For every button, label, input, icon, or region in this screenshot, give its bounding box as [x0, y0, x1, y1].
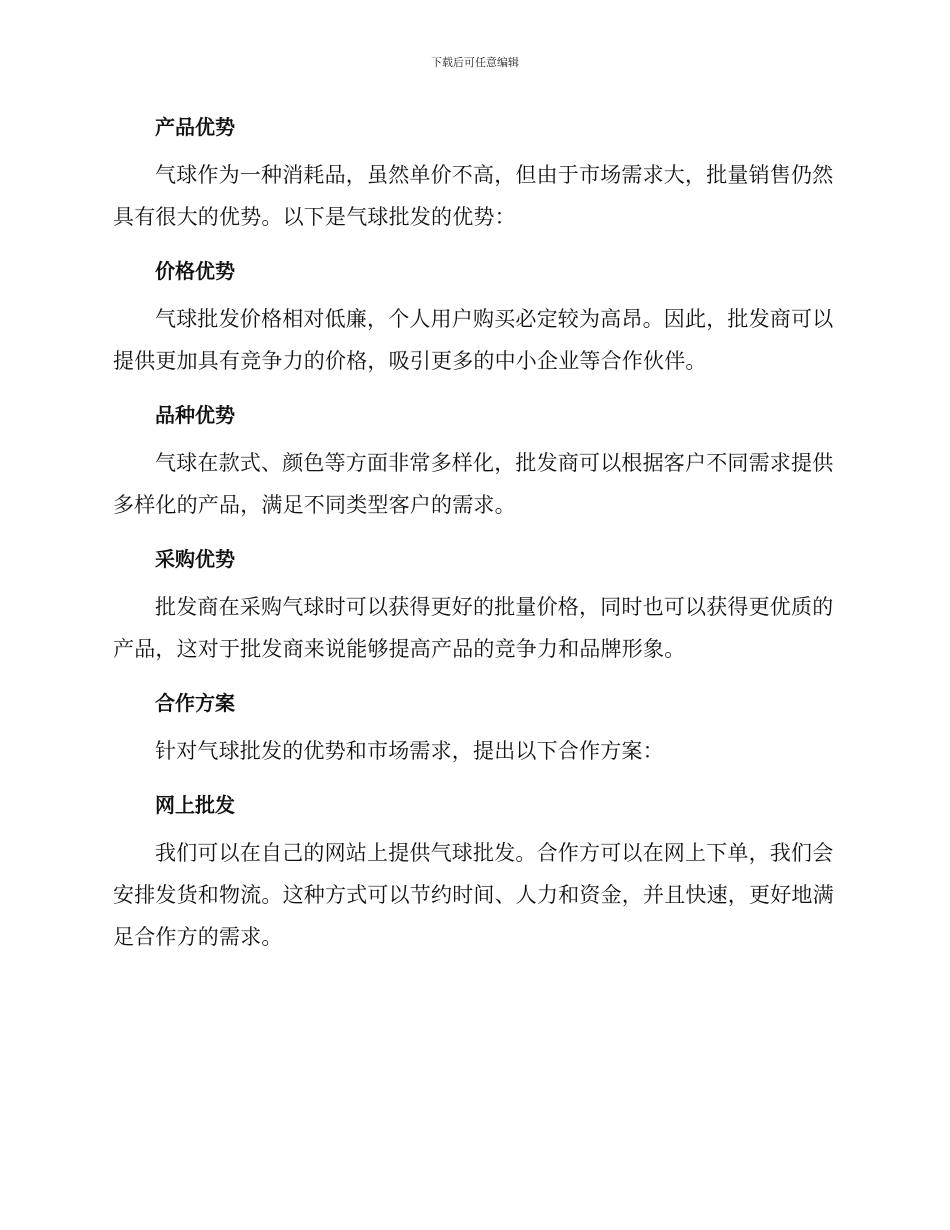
section-heading: 品种优势 — [155, 403, 235, 427]
document-body — [113, 108, 837, 972]
section-heading: 合作方案 — [155, 691, 235, 715]
section-online-wholesale — [113, 786, 837, 958]
section-heading: 价格优势 — [155, 259, 235, 283]
section-paragraph: 气球作为一种消耗品，虽然单价不高，但由于市场需求大，批量销售仍然具有很大的优势。以下是气球批发的优势： — [113, 163, 834, 229]
section-product-advantage — [113, 108, 837, 238]
section-purchase-advantage — [113, 540, 837, 670]
section-heading: 产品优势 — [155, 115, 235, 139]
section-variety-advantage — [113, 396, 837, 526]
section-heading: 采购优势 — [155, 547, 235, 571]
page-header: 下载后可任意编辑 — [431, 56, 519, 69]
section-paragraph: 气球批发价格相对低廉，个人用户购买必定较为高昂。因此，批发商可以提供更加具有竞争力的价格，吸引更多的中小企业等合作伙伴。 — [113, 307, 834, 373]
section-price-advantage — [113, 252, 837, 382]
section-paragraph: 批发商在采购气球时可以获得更好的批量价格，同时也可以获得更优质的产品，这对于批发商来说能够提高产品的竞争力和品牌形象。 — [113, 595, 834, 661]
section-paragraph: 气球在款式、颜色等方面非常多样化，批发商可以根据客户不同需求提供多样化的产品，满足不同类型客户的需求。 — [113, 451, 834, 517]
section-paragraph: 针对气球批发的优势和市场需求，提出以下合作方案： — [155, 739, 664, 763]
section-heading: 网上批发 — [155, 793, 235, 817]
section-cooperation-plan — [113, 684, 837, 772]
section-paragraph: 我们可以在自己的网站上提供气球批发。合作方可以在网上下单，我们会安排发货和物流。这种方式可以节约时间、人力和资金，并且快速，更好地满足合作方的需求。 — [113, 841, 834, 949]
